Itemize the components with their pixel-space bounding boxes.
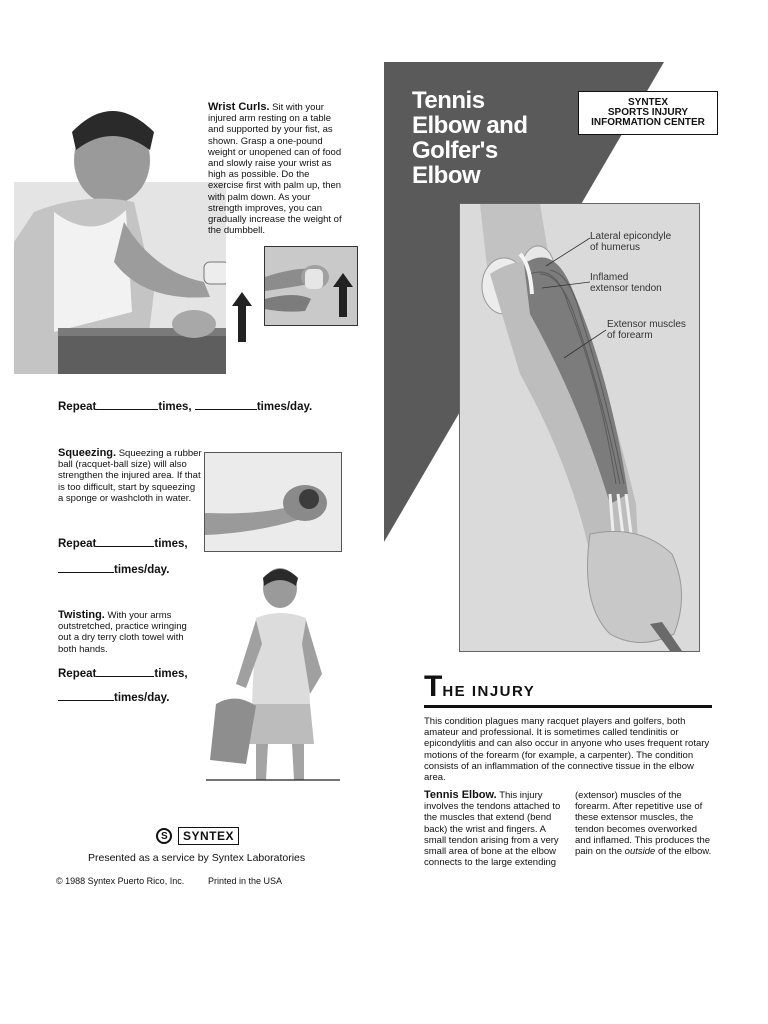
twisting-text: With your arms outstretched, practice wringing out a dry terry cloth towel with both hands. [58, 610, 187, 655]
injury-heading-initial: T [424, 670, 443, 703]
syntex-logo-text: SYNTEX [178, 827, 239, 845]
wrist-curls-text: Sit with your injured arm resting on a table and supported by your fist, as shown. Grasp a one-pound weight or unopened can of food and slowly raise your wrist as high as possible. Do the exercise first with palm up, then with palm down. As your strength improves, you can gradually increase the weight of the dumbbell. [208, 102, 342, 237]
times-per-day-label: times/day. [114, 692, 170, 704]
repeat-perday-blank [195, 409, 257, 410]
repeat-times-blank [96, 409, 158, 410]
syntex-logo-icon: S [156, 828, 172, 844]
label-extensor-muscles [607, 319, 686, 341]
label-line: Extensor muscles [607, 319, 686, 330]
wrist-curls-title: Wrist Curls. [208, 101, 270, 113]
squeezing-description [58, 448, 203, 504]
squeezing-repeat [58, 538, 188, 550]
wrist-curls-photo [14, 92, 226, 374]
twisting-title: Twisting. [58, 609, 105, 621]
times-label: times, [154, 538, 188, 550]
tennis-elbow-text: This injury involves the tendons attached to the muscles that extend (bend back) the wrist and fingers. A small tendon arising from a very small area of bone at the elbow connects to the large extending (extensor) muscles of the forearm. After repetitive use of these extensor muscles, the tendon becomes overworked and inflamed. This produces the pain on the [424, 790, 711, 869]
squeezing-title: Squeezing. [58, 447, 117, 459]
title-line: Elbow [412, 162, 481, 189]
label-lateral-epicondyle [590, 231, 671, 253]
injury-intro: This condition plagues many racquet players and golfers, both amateur and professional. It is sometimes called tendinitis or epicondylitis and can also occur in anyone who uses frequent rotary motions of the forearm (for example, a carpenter). The condition consists of an inflammation of the connective tissue in the elbow area. [424, 716, 710, 784]
label-line: of forearm [607, 330, 653, 341]
repeat-perday-blank [58, 572, 114, 573]
presented-by-text: Presented as a service by Syntex Laboratories [88, 852, 306, 864]
repeat-label: Repeat [58, 401, 97, 413]
twisting-photo [206, 564, 340, 782]
info-box-line: SYNTEX [627, 97, 668, 108]
squeezing-photo [204, 452, 342, 552]
squeezing-text: Squeezing a rubber ball (racquet-ball size) will also strengthen the injured area. If that is too difficult, start by squeezing a sponge or washcloth in water. [58, 448, 202, 504]
repeat-times-blank [96, 676, 154, 677]
label-line: Lateral epicondyle [590, 231, 672, 242]
injury-heading [424, 672, 535, 702]
twisting-repeat [58, 668, 188, 680]
repeat-perday-blank [58, 700, 114, 701]
wrist-curl-inset-photo [264, 246, 358, 326]
times-per-day-label: times/day. [256, 401, 313, 413]
times-label: times, [154, 668, 188, 680]
label-inflamed-tendon [590, 272, 662, 294]
tennis-elbow-title: Tennis Elbow. [424, 789, 497, 801]
twisting-description [58, 610, 198, 655]
syntex-logo [156, 826, 240, 846]
printed-text: Printed in the USA [208, 876, 283, 886]
page-title [412, 88, 528, 188]
forearm-anatomy-illustration [459, 203, 700, 652]
squeezing-perday [58, 564, 169, 576]
repeat-label: Repeat [58, 668, 97, 680]
repeat-label: Repeat [58, 538, 97, 550]
times-per-day-label: times/day. [114, 564, 170, 576]
injury-heading-rest: HE INJURY [442, 683, 536, 700]
tennis-elbow-section [424, 790, 714, 868]
copyright-text: © 1988 Syntex Puerto Rico, Inc. [56, 876, 185, 886]
times-label: times, [158, 401, 192, 413]
twisting-perday [58, 692, 169, 704]
tennis-elbow-emphasis: outside [624, 846, 656, 858]
repeat-times-blank [96, 546, 154, 547]
title-line: Elbow and [412, 112, 528, 139]
wrist-curls-description [208, 102, 346, 236]
info-box-line: SPORTS INJURY [607, 107, 689, 118]
title-line: Golfer's [412, 137, 498, 164]
label-line: Inflamed [590, 272, 629, 283]
info-box-line: INFORMATION CENTER [591, 117, 705, 128]
up-arrow-icon [230, 290, 252, 342]
label-line: extensor tendon [590, 283, 662, 294]
label-line: of humerus [590, 242, 641, 253]
injury-heading-rule [424, 705, 712, 708]
title-line: Tennis [412, 87, 485, 114]
syntex-info-box [578, 91, 718, 135]
wrist-curls-repeat [58, 401, 312, 413]
tennis-elbow-tail: of the elbow. [657, 846, 712, 858]
